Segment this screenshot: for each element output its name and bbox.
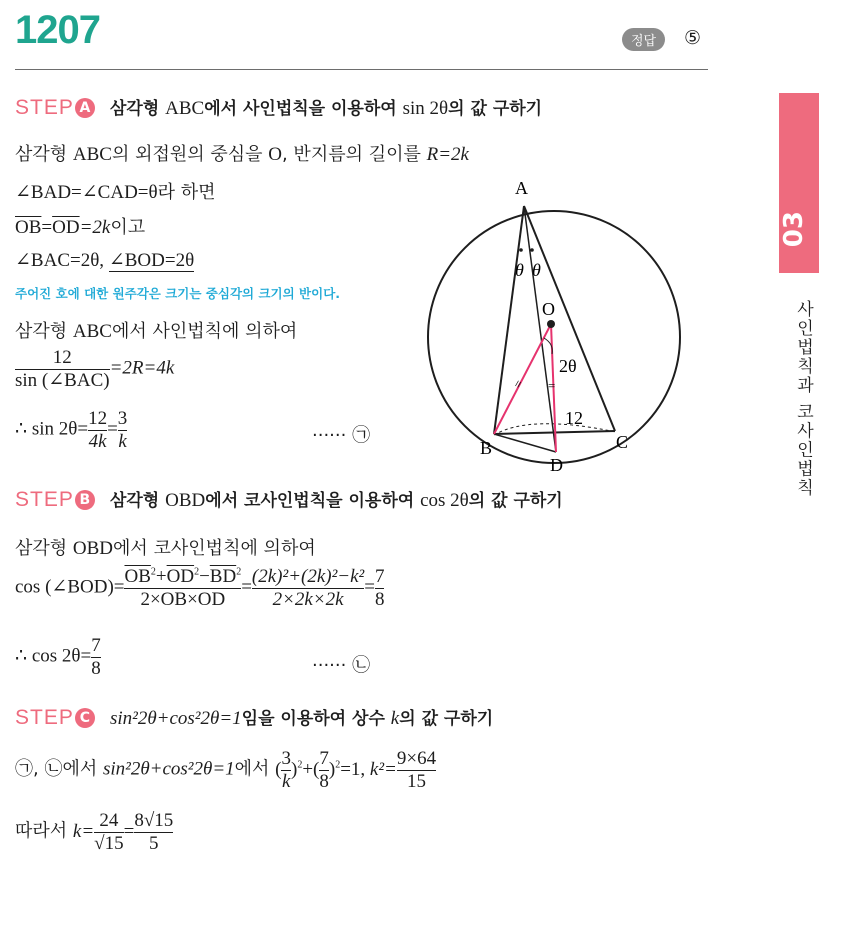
- step-label: STEP: [15, 488, 74, 511]
- answer-value: ⑤: [684, 27, 702, 49]
- step-c-line-2: 따라서 k= $\frac{24}{√15}$ = $\frac{8√15}{5}$: [15, 810, 174, 854]
- segment-bd: [494, 434, 556, 452]
- angle-label-theta-2: θ: [532, 260, 541, 280]
- step-c-line-1: ㉠, ㉡에서 sin²2θ+cos²2θ=1에서 ( $\frac{3}{k}$ )$^2$+( $\frac{7}{8}$ )$^2$=1, k²= $\frac{9\times 64}{15}$: [15, 748, 437, 792]
- hint-note: 주어진 호에 대한 원주각은 크기는 중심각의 크기의 반이다.: [15, 286, 341, 301]
- tick-mark-od: =: [548, 378, 556, 393]
- segment-ob: [494, 324, 551, 434]
- step-title: sin²2θ+cos²2θ=1임을 이용하여 상수 k의 값 구하기: [109, 708, 494, 729]
- center-o: [547, 320, 555, 328]
- side-ac: [524, 206, 615, 431]
- cos2theta-result: ∴ cos 2θ= $\frac{7}{8}$: [15, 635, 101, 679]
- step-badge-b: B: [75, 490, 95, 510]
- angle-label-theta-1: θ: [515, 260, 524, 280]
- step-b-heading: [15, 486, 563, 512]
- label-a: A: [515, 178, 528, 198]
- step-a-line-4: ∠BAC=2θ, ∠BOD=2θ: [15, 250, 195, 271]
- label-c: C: [616, 432, 629, 452]
- step-title: 삼각형 OBD에서 코사인법칙을 이용하여 cos 2θ의 값 구하기: [109, 490, 563, 511]
- side-ab: [494, 206, 524, 434]
- step-badge-a: A: [75, 98, 95, 118]
- answer-badge: 정답: [622, 28, 665, 51]
- ref-2: ······ ㉡: [312, 655, 371, 676]
- step-a-line-2: ∠BAD=∠CAD=θ라 하면: [15, 182, 216, 203]
- angle-label-2theta: 2θ: [559, 356, 577, 376]
- chapter-tab: [779, 93, 819, 273]
- sin2theta-result: ∴ sin 2θ= $\frac{12}{4k}$ = $\frac{3}{k}$: [15, 408, 128, 452]
- ref-1: ······ ㉠: [312, 425, 371, 446]
- label-o: O: [542, 299, 555, 319]
- label-b: B: [480, 438, 493, 458]
- step-badge-c: C: [75, 708, 95, 728]
- sine-law-equation: $\frac{12}{\text{sin (∠BAC)}}$ =2R=4k: [15, 347, 175, 391]
- cosine-law-equation: cos (∠BOD)= $\frac{\overline{OB}^2+\overline{OD}^2-\overline{BD}^2}{2\times\overline{OB}\times\overline{OD}}$ = $\frac{\text{(2k)²+(2k)²−k²}}{2\times 2k\times 2k}$ = $\frac{7}{8}$: [15, 566, 385, 610]
- chapter-number: 03: [779, 211, 809, 248]
- step-label: STEP: [15, 96, 74, 119]
- step-b-line-1: 삼각형 OBD에서 코사인법칙에 의하여: [15, 538, 316, 559]
- step-title: 삼각형 ABC에서 사인법칙을 이용하여 sin 2θ의 값 구하기: [109, 98, 543, 119]
- label-d: D: [550, 455, 563, 475]
- header-divider: [15, 69, 708, 70]
- step-c-heading: [15, 704, 493, 730]
- step-a-heading: [15, 94, 542, 120]
- chord-length-label: 12: [565, 408, 583, 428]
- step-a-line-1: 삼각형 ABC의 외접원의 중심을 O, 반지름의 길이를 R=2k: [15, 144, 469, 165]
- circle-figure: [420, 172, 700, 477]
- step-a-line-5: 삼각형 ABC에서 사인법칙에 의하여: [15, 321, 298, 342]
- chapter-title: 사인법칙과 코사인법칙: [793, 300, 813, 498]
- tick-mark-ob: =: [509, 376, 527, 391]
- step-label: STEP: [15, 706, 74, 729]
- problem-number: 1207: [15, 8, 100, 52]
- step-a-line-3: $\overline{OB}=\overline{OD}=2k$이고: [15, 217, 146, 238]
